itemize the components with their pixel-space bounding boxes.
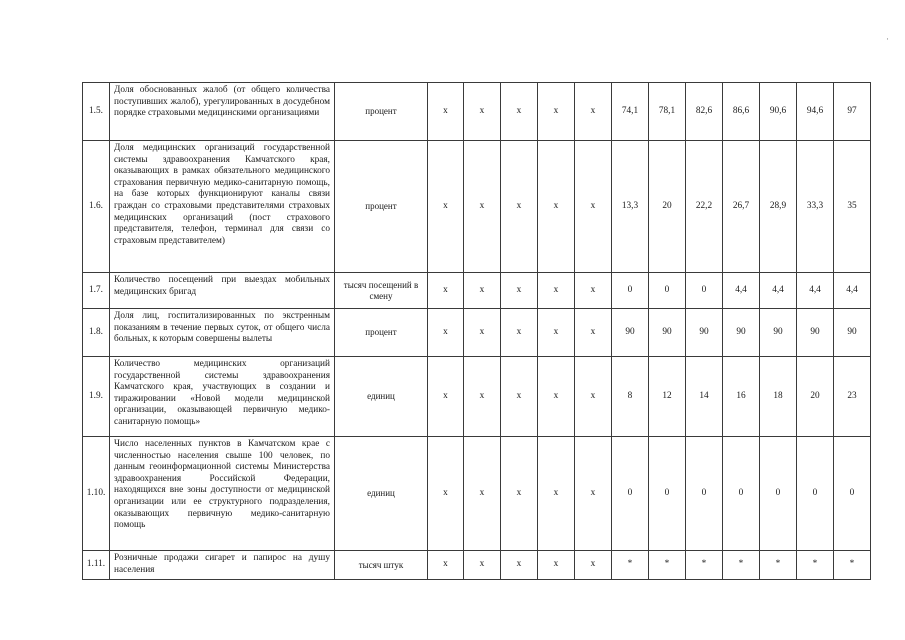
indicator-value: 86,6 (723, 83, 760, 141)
indicator-value: x (538, 437, 575, 551)
indicator-value: x (575, 437, 612, 551)
indicator-name: Количество медицинских организаций государственной системы здравоохранения Камчатского края, участвующих в создании и тиражировании «Новой модели медицинской организации, оказывающей первичную медико-санитарную помощь» (110, 357, 335, 437)
indicator-value: 97 (834, 83, 871, 141)
indicator-value: 90 (686, 309, 723, 357)
indicator-value: 0 (686, 437, 723, 551)
table-row (83, 273, 871, 309)
indicator-value: x (428, 437, 464, 551)
indicator-value: x (538, 273, 575, 309)
indicator-value: 8 (612, 357, 649, 437)
indicator-value: x (501, 551, 538, 580)
row-number: 1.8. (83, 309, 110, 357)
indicator-value: 90 (760, 309, 797, 357)
indicator-value: 90 (723, 309, 760, 357)
indicator-value: 94,6 (797, 83, 834, 141)
indicator-value: 0 (612, 273, 649, 309)
indicator-value: x (538, 309, 575, 357)
row-number: 1.10. (83, 437, 110, 551)
indicator-value: x (575, 273, 612, 309)
indicator-value: 90 (649, 309, 686, 357)
row-number: 1.6. (83, 141, 110, 273)
indicator-value: x (428, 309, 464, 357)
indicator-value: x (501, 309, 538, 357)
indicator-value: x (575, 551, 612, 580)
indicator-value: x (464, 551, 501, 580)
indicator-value: 33,3 (797, 141, 834, 273)
indicator-value: x (428, 357, 464, 437)
row-number: 1.7. (83, 273, 110, 309)
indicator-value: 0 (760, 437, 797, 551)
indicator-value: 4,4 (834, 273, 871, 309)
indicator-name: Количество посещений при выездах мобильных медицинских бригад (110, 273, 335, 309)
indicator-value: x (501, 437, 538, 551)
indicator-value: x (538, 357, 575, 437)
indicator-value: x (538, 83, 575, 141)
indicator-value: x (575, 83, 612, 141)
indicator-value: x (575, 141, 612, 273)
table-row (83, 141, 871, 273)
indicator-value: 90 (797, 309, 834, 357)
indicator-value: x (464, 83, 501, 141)
table-row (83, 551, 871, 580)
indicator-value: 18 (760, 357, 797, 437)
indicator-value: x (428, 551, 464, 580)
unit-of-measure: единиц (335, 437, 428, 551)
indicator-value: 28,9 (760, 141, 797, 273)
indicator-name: Доля медицинских организаций государственной системы здравоохранения Камчатского края, оказывающих в рамках обязательного медицинского страхования первичную медико-санитарную помощь, на базе которых функционируют каналы связи граждан со страховыми представителями страховых медицинских организаций (пост страхового представителя, телефон, терминал для связи со страховым представителем) (110, 141, 335, 273)
indicator-value: 0 (649, 273, 686, 309)
indicator-value: x (428, 273, 464, 309)
unit-of-measure: тысяч штук (335, 551, 428, 580)
indicator-value: * (649, 551, 686, 580)
indicator-value: 4,4 (760, 273, 797, 309)
indicator-value: x (575, 357, 612, 437)
indicator-value: x (464, 357, 501, 437)
indicator-value: 26,7 (723, 141, 760, 273)
indicator-value: x (538, 551, 575, 580)
indicator-value: x (575, 309, 612, 357)
unit-of-measure: процент (335, 309, 428, 357)
unit-of-measure: процент (335, 83, 428, 141)
table-row (83, 437, 871, 551)
indicator-value: 0 (797, 437, 834, 551)
indicator-value: x (464, 273, 501, 309)
indicator-value: 20 (797, 357, 834, 437)
indicator-name: Число населенных пунктов в Камчатском крае с численностью населения свыше 100 человек, по данным геоинформационной системы Министерства здравоохранения Российской Федерации, находящихся вне зоны доступности от медицинской организации или ее структурного подразделения, оказывающих первичную медико-санитарную помощь (110, 437, 335, 551)
indicator-value: 22,2 (686, 141, 723, 273)
indicator-value: 23 (834, 357, 871, 437)
table-row (83, 83, 871, 141)
indicator-value: 13,3 (612, 141, 649, 273)
indicator-value: 90 (834, 309, 871, 357)
row-number: 1.9. (83, 357, 110, 437)
indicator-value: 4,4 (723, 273, 760, 309)
row-number: 1.5. (83, 83, 110, 141)
indicator-value: 20 (649, 141, 686, 273)
indicator-value: x (501, 83, 538, 141)
indicator-value: * (760, 551, 797, 580)
indicator-value: x (538, 141, 575, 273)
indicator-value: 74,1 (612, 83, 649, 141)
indicator-value: * (797, 551, 834, 580)
indicator-value: x (428, 141, 464, 273)
table-row (83, 357, 871, 437)
indicator-value: x (428, 83, 464, 141)
indicator-name: Доля лиц, госпитализированных по экстренным показаниям в течение первых суток, от общего числа больных, к которым совершены вылеты (110, 309, 335, 357)
indicator-value: 4,4 (797, 273, 834, 309)
indicator-value: * (612, 551, 649, 580)
unit-of-measure: тысяч посещений в смену (335, 273, 428, 309)
indicator-value: * (686, 551, 723, 580)
indicator-value: 78,1 (649, 83, 686, 141)
indicator-value: 0 (649, 437, 686, 551)
row-number: 1.11. (83, 551, 110, 580)
indicator-value: 0 (612, 437, 649, 551)
table-row (83, 309, 871, 357)
indicator-value: x (501, 357, 538, 437)
indicator-value: 0 (834, 437, 871, 551)
indicator-value: x (464, 309, 501, 357)
indicator-value: x (501, 141, 538, 273)
indicator-value: 12 (649, 357, 686, 437)
indicator-value: 0 (686, 273, 723, 309)
indicator-value: 16 (723, 357, 760, 437)
indicator-name: Доля обоснованных жалоб (от общего количества поступивших жалоб), урегулированных в досудебном порядке страховыми медицинскими организациями (110, 83, 335, 141)
unit-of-measure: единиц (335, 357, 428, 437)
indicator-value: 82,6 (686, 83, 723, 141)
indicator-value: * (834, 551, 871, 580)
indicator-value: 90 (612, 309, 649, 357)
page-mark: · (886, 34, 889, 44)
indicator-value: x (464, 141, 501, 273)
indicator-name: Розничные продажи сигарет и папирос на душу населения (110, 551, 335, 580)
unit-of-measure: процент (335, 141, 428, 273)
indicator-value: 35 (834, 141, 871, 273)
indicator-value: x (501, 273, 538, 309)
indicators-table (82, 82, 871, 580)
indicator-value: 0 (723, 437, 760, 551)
indicator-value: 90,6 (760, 83, 797, 141)
indicator-value: x (464, 437, 501, 551)
indicator-value: 14 (686, 357, 723, 437)
indicator-value: * (723, 551, 760, 580)
